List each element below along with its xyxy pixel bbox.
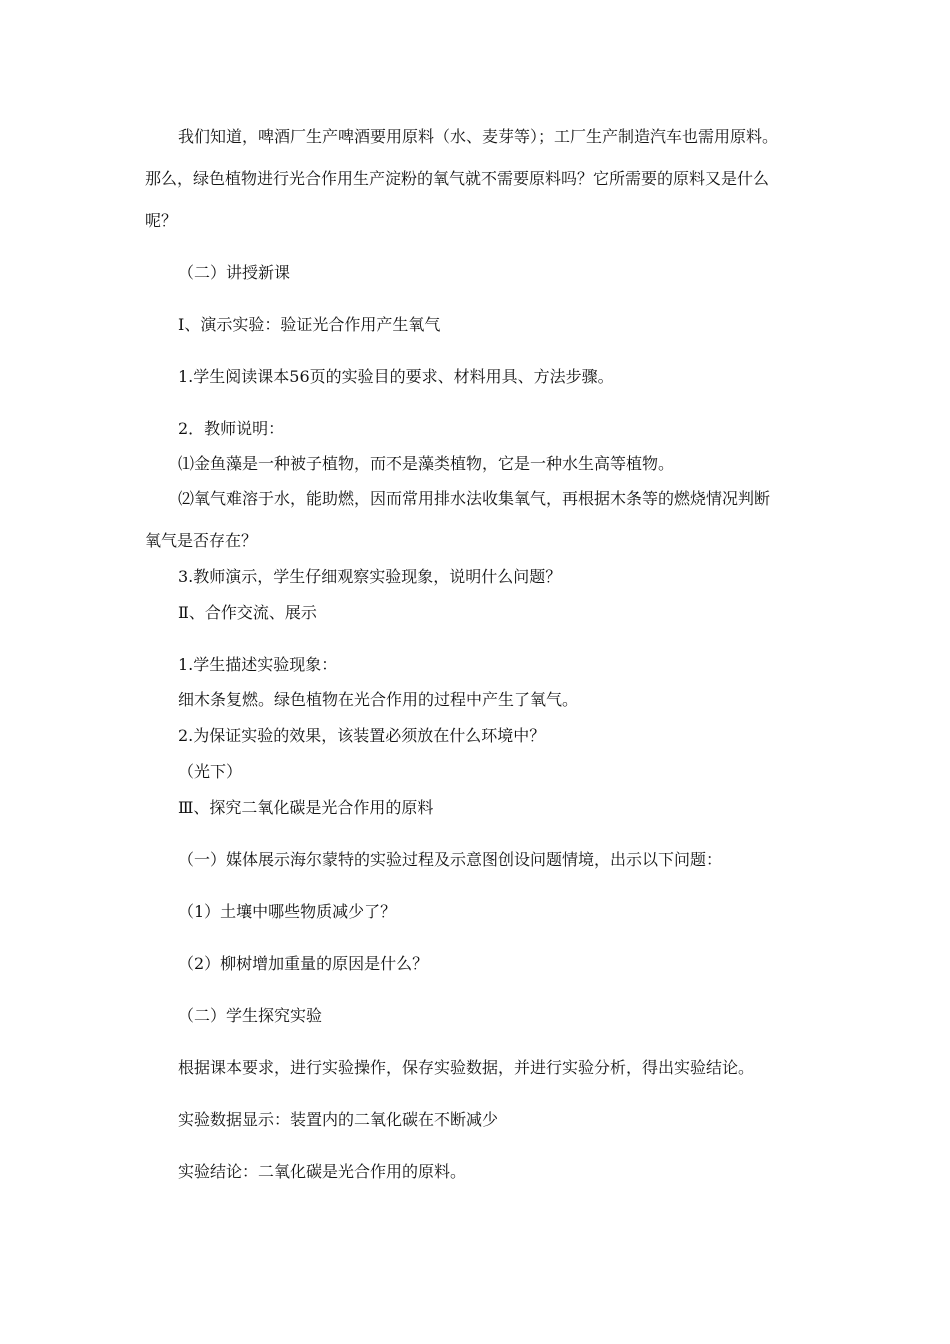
subsection-heading-co2: Ⅲ、探究二氧化碳是光合作用的原料 [178, 798, 434, 817]
experiment-conclusion: 实验结论：二氧化碳是光合作用的原料。 [178, 1162, 467, 1181]
subsection-heading-exchange: Ⅱ、合作交流、展示 [178, 603, 317, 622]
question-soil: （1）土壤中哪些物质减少了？ [178, 902, 397, 921]
section-heading-lecture: （二）讲授新课 [178, 263, 291, 282]
media-display-item: （一）媒体展示海尔蒙特的实验过程及示意图创设问题情境，出示以下问题： [178, 850, 723, 869]
question-willow: （2）柳树增加重量的原因是什么？ [178, 954, 429, 973]
paragraph-intro-line-3: 呢？ [145, 211, 178, 230]
student-experiment-heading: （二）学生探究实验 [178, 1006, 323, 1025]
note-oxygen-line-1: ⑵氧气难溶于水，能助燃，因而常用排水法收集氧气，再根据木条等的燃烧情况判断 [178, 489, 771, 508]
paragraph-intro-line-1: 我们知道，啤酒厂生产啤酒要用原料（水、麦芽等）；工厂生产制造汽车也需用原料。 [178, 127, 779, 146]
phenomenon-result: 细木条复燃。绿色植物在光合作用的过程中产生了氧气。 [178, 690, 579, 709]
answer-light: （光下） [178, 762, 243, 781]
note-oxygen-line-2: 氧气是否存在？ [145, 531, 258, 550]
question-environment: 2.为保证实验的效果，该装置必须放在什么环境中？ [178, 726, 546, 745]
paragraph-intro-line-2: 那么，绿色植物进行光合作用生产淀粉的氧气就不需要原料吗？它所需要的原料又是什么 [145, 169, 770, 188]
step-teacher-explain: 2．教师说明： [178, 419, 285, 438]
note-hornwort: ⑴金鱼藻是一种被子植物，而不是藻类植物，它是一种水生高等植物。 [178, 454, 675, 473]
step-teacher-demo: 3.教师演示，学生仔细观察实验现象，说明什么问题？ [178, 567, 562, 586]
step-read-textbook: 1.学生阅读课本56页的实验目的要求、材料用具、方法步骤。 [178, 367, 614, 386]
experiment-procedure: 根据课本要求，进行实验操作，保存实验数据，并进行实验分析，得出实验结论。 [178, 1058, 755, 1077]
subsection-heading-demo: Ⅰ、演示实验：验证光合作用产生氧气 [178, 315, 441, 334]
experiment-data: 实验数据显示：装置内的二氧化碳在不断减少 [178, 1110, 499, 1129]
step-describe-phenomenon: 1.学生描述实验现象： [178, 655, 338, 674]
